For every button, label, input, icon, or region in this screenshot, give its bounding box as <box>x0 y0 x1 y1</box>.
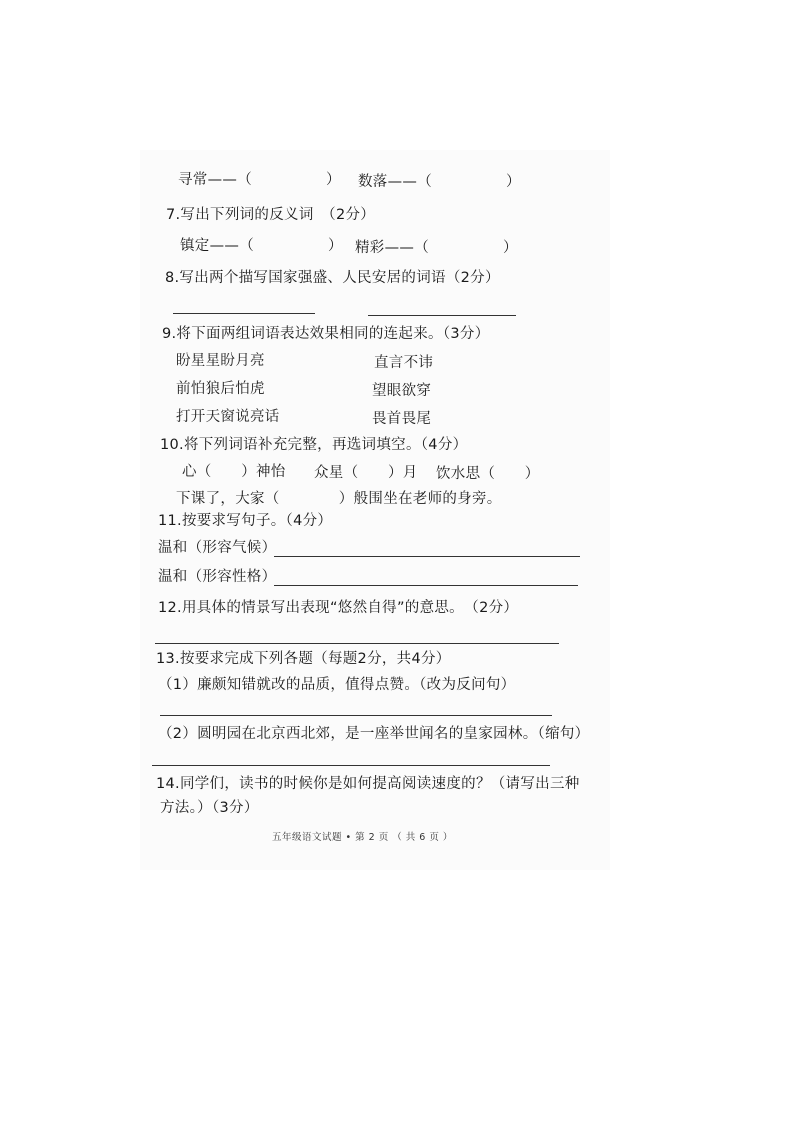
q11-item-1: 温和（形容气候） <box>158 540 277 556</box>
q9-left-item: 盼星星盼月亮 <box>176 353 265 369</box>
q10-item-2: 众星（ ）月 <box>314 465 418 481</box>
q14-title-line-2: 方法。）（3分） <box>160 800 259 816</box>
page-footer: 五年级语文试题 • 第 2 页 （ 共 6 页 ） <box>272 832 453 843</box>
q8-answer-line-1 <box>173 313 315 314</box>
q13-sub-2: （2）圆明园在北京西北郊，是一座举世闻名的皇家园林。（缩句） <box>158 726 590 742</box>
paper-sheet <box>140 150 610 870</box>
q12-answer-line <box>155 643 559 644</box>
q10-item-1: 心（ ）神怡 <box>182 464 286 480</box>
q10-title: 10.将下列词语补充完整，再选词填空。（4分） <box>160 437 468 453</box>
q9-right-item: 畏首畏尾 <box>372 411 432 427</box>
q11-answer-line-1 <box>274 556 580 557</box>
q11-answer-line-2 <box>274 585 578 586</box>
q9-title: 9.将下面两组词语表达效果相同的连起来。（3分） <box>162 326 490 342</box>
q9-right-item: 直言不讳 <box>374 355 434 371</box>
q8-title: 8.写出两个描写国家强盛、人民安居的词语（2分） <box>165 270 500 286</box>
q10-sentence: 下课了，大家（ ）般围坐在老师的身旁。 <box>176 491 502 507</box>
q8-answer-line-2 <box>368 315 516 316</box>
q13-answer-line-2 <box>152 765 550 766</box>
q7-item-2: 精彩——（ ） <box>355 240 518 256</box>
q7-title: 7.写出下列词的反义词 （2分） <box>166 207 376 223</box>
q7-item-1: 镇定——（ ） <box>180 238 343 254</box>
q12-title: 12.用具体的情景写出表现“悠然自得”的意思。 （2分） <box>158 600 519 616</box>
q11-title: 11.按要求写句子。（4分） <box>158 513 333 529</box>
q13-title: 13.按要求完成下列各题（每题2分，共4分） <box>156 651 451 667</box>
q10-item-3: 饮水思（ ） <box>436 466 540 482</box>
q13-answer-line-1 <box>160 715 552 716</box>
q6-item-2: 数落——（ ） <box>358 174 521 190</box>
q9-right-item: 望眼欲穿 <box>372 383 432 399</box>
q13-sub-1: （1）廉颇知错就改的品质，值得点赞。（改为反问句） <box>158 677 516 693</box>
q6-item-1: 寻常——（ ） <box>178 172 341 188</box>
q9-left-item: 打开天窗说亮话 <box>176 409 280 425</box>
q9-left-item: 前怕狼后怕虎 <box>176 381 265 397</box>
q11-item-2: 温和（形容性格） <box>158 569 277 585</box>
q14-title-line-1: 14.同学们，读书的时候你是如何提高阅读速度的？（请写出三种 <box>156 776 580 792</box>
